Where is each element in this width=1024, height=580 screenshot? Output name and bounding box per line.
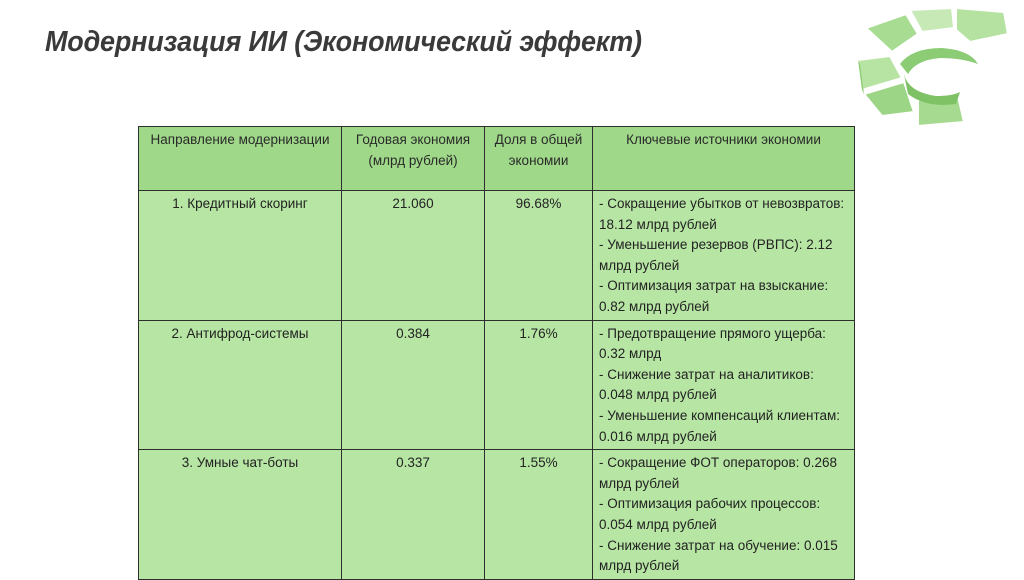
row-direction: 1. Кредитный скоринг xyxy=(139,191,342,321)
row-savings: 21.060 xyxy=(342,191,485,321)
source-line: - Уменьшение компенсаций клиентам: 0.016 млрд рублей xyxy=(599,407,841,444)
row-direction: 3. Умные чат-боты xyxy=(139,450,342,580)
source-line: - Сокращение ФОТ операторов: 0.268 млрд рублей xyxy=(599,455,837,491)
row-share: 1.76% xyxy=(485,320,593,450)
ring-segments-icon xyxy=(852,4,1012,130)
row-share: 1.55% xyxy=(485,450,593,580)
header-direction: Направление модернизации xyxy=(139,127,342,191)
header-sources: Ключевые источники экономии xyxy=(593,127,855,191)
source-line: - Снижение затрат на обучение: 0.015 млрд рублей xyxy=(599,537,838,574)
source-line: - Снижение затрат на аналитиков: 0.048 млрд рублей xyxy=(599,366,814,403)
source-line: - Оптимизация рабочих процессов: 0.054 млрд рублей xyxy=(599,496,821,532)
row-sources xyxy=(593,191,855,321)
row-sources xyxy=(593,450,855,580)
source-line: - Предотвращение прямого ущерба: 0.32 млрд xyxy=(599,325,826,362)
header-savings: Годовая экономия (млрд рублей) xyxy=(342,127,485,191)
table-row xyxy=(139,450,855,580)
row-sources xyxy=(593,320,855,450)
row-share: 96.68% xyxy=(485,191,593,321)
row-savings: 0.337 xyxy=(342,450,485,580)
source-line: - Сокращение убытков от невозвратов: 18.12 млрд рублей xyxy=(599,196,845,232)
source-line: - Уменьшение резервов (РВПС): 2.12 млрд рублей xyxy=(599,237,833,273)
table-row xyxy=(139,320,855,450)
header-share: Доля в общей экономии xyxy=(485,127,593,191)
economic-effect-table xyxy=(138,126,855,580)
source-line: - Оптимизация затрат на взыскание: 0.82 млрд рублей xyxy=(599,278,829,314)
slide-title: Модернизация ИИ (Экономический эффект) xyxy=(45,26,642,58)
row-direction: 2. Антифрод-системы xyxy=(139,320,342,450)
table-header-row xyxy=(139,127,855,191)
table-row xyxy=(139,191,855,321)
row-savings: 0.384 xyxy=(342,320,485,450)
